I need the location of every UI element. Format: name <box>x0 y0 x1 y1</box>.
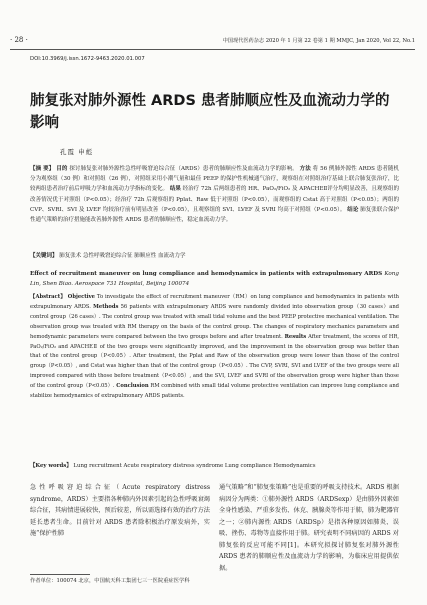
keywords-label: 【关键词】 <box>30 253 58 259</box>
authors: 孔霞 申彪 <box>60 148 94 156</box>
results-label: 结果 <box>169 186 181 193</box>
keywords-text: 肺复张术 急性呼吸窘迫综合征 肺顺应性 血流动力学 <box>59 253 186 259</box>
en-conclusion-label: Conclusion <box>116 383 149 390</box>
en-methods-text: 56 patients with extrapulmonary ARDS were randomly divided into observation group（30 cases）and control group（26 cases）. The control group was treated with small tidal volume and the best PEEP protective mechanical ventilation. The observation group was treated with RM therapy on the basis of the control group. The changes of respiratory mechanics parameters and hemodynamic parameters were compared between the two groups before and after treatment. <box>30 303 399 340</box>
en-methods-label: Methods <box>93 303 119 310</box>
chinese-abstract <box>30 164 399 250</box>
running-header <box>10 36 415 48</box>
header-rule <box>10 49 415 50</box>
en-keywords-text: Lung recruitment Acute respiratory distress syndrome Lung compliance Hemodynamics <box>73 463 316 469</box>
en-results-text: After treatment, the scores of HR, PaO₂/FiO₂ and APACHEⅡ of the two groups were significantly improved, and the improvement in the observation group was better than that of the control group（P<0.05）. After treatment, the Pplat and Raw of the observation group were lower than those of the control group（P<0.05）, and Cstat was higher than that of the control group（P<0.05）. The CVP, SVRI, SVI and LVEF of the two groups were all improved compared with those before treatment（P<0.05）, and the SVI, LVEF and SVRI of the observation group were higher than those of the control group（P<0.05）. <box>30 333 399 390</box>
en-objective-text: To investigate the effect of recruitment maneuver（RM）on lung compliance and hemodynamics in patients with extrapulmonary ARDS. <box>30 294 399 310</box>
doi: DOI:10.3969/j.issn.1672-9463.2020.01.007 <box>30 56 145 62</box>
article-title: 肺复张对肺外源性 ARDS 患者肺顺应性及血流动力学的影响 <box>30 93 390 131</box>
page-number: · 28 · <box>10 36 28 44</box>
en-abstract-label: 【Abstract】 <box>30 294 66 300</box>
body-column-left: 急性呼吸窘迫综合征（Acute respiratory distress syndrome，ARDS）主要指各种肺内外因素引起的急性呼吸衰竭综合征，其病情进展较快，预后较差，所以需选择有效的治疗方法延长患者生命。目前针对 ARDS 患者除积极治疗原发病外，实施“保护性肺 <box>30 484 210 537</box>
objective-text: 探讨肺复张对肺外源性急性呼吸窘迫综合征（ARDS）患者的肺顺应性及血流动力学的影响。 <box>69 166 298 172</box>
english-title-block <box>30 269 399 291</box>
body-column-right: 通气策略”和“肺复张策略”也是重要的呼吸支持技术。ARDS 根据病因分为两类：①肺外源性 ARDS（ARDSexp）是由肺外因素如全身性感染、严重多发伤、休克、胰腺炎等作用于肺，肺为靶器官之一；②肺内源性 ARDS（ARDSp）是指各种原因如肺炎、误吸、挫伤、毒物等直接作用于肺。研究表明不同病因的 ARDS 对肺复张的反应可能不同[1]。本研究拟探讨肺复张对肺外源性 ARDS 患者的肺顺应性及血流动力学的影响，为临床应用提供依据。 <box>219 484 399 572</box>
en-conclusion-text: RM combined with small tidal volume protective ventilation can improve lung compliance and stabilize hemodynamics of extrapulmonary ARDS patients. <box>30 383 399 400</box>
objective-label: 【摘 要】 目的 <box>30 166 68 172</box>
english-title: Effect of recruitment maneuver on lung compliance and hemodynamics in patients with extrapulmonary ARDS <box>30 271 383 277</box>
english-authors: Kong Lin, Shen Biao. Aerospace 731 Hospital, Beijing 100074 <box>30 271 399 288</box>
en-objective-label: Objective <box>67 294 95 300</box>
chinese-keywords <box>30 251 399 262</box>
methods-text: 将 56 例肺外源性 ARDS 患者随机分为观察组（30 例）和对照组（26 例），对照组采用小潮气量和最佳 PEEP 的保护性机械通气治疗，观察组在对照组治疗基础上联合肺复张治疗，比较两组患者治疗前后呼吸力学和血流动力学指标的变化。 <box>30 166 399 193</box>
english-keywords <box>30 461 399 472</box>
english-abstract <box>30 293 399 455</box>
journal-citation: 中国现代医药杂志 2020 年 1 月第 22 卷第 1 期 MMJC, Jan 2020, Vol 22, No.1 <box>222 38 415 44</box>
author-affiliation-footnote: 作者单位：100074 北京，中国航天科工集团七三一医院重症医学科 <box>30 578 190 584</box>
en-results-label: Results <box>284 333 307 340</box>
methods-label: 方法 <box>299 166 311 172</box>
conclusion-label: 结论 <box>347 206 359 213</box>
conclusion-text: 肺复张联合保护性通气策略的治疗措施能改善肺外源性 ARDS 患者的肺顺应性，稳定血流动力学。 <box>30 206 399 224</box>
en-keywords-label: 【Key words】 <box>30 463 72 469</box>
footnote-rule <box>30 574 90 575</box>
results-text: 经治疗 72h 后两组患者的 HR、PaO₂/FiO₂ 及 APACHEⅡ评分均明显改善，且观察组的改善情况优于对照组（P<0.05）；经治疗 72h 后观察组的 Pplat、Raw 低于对照组（P<0.05），而观察组的 Cstat 高于对照组（P<0.05）；两组的 CVP、SVRI、SVI 及 LVEF 均较治疗前有明显改善（P<0.05），且观察组的 SVI、LVEF 及 SVRI 均高于对照组（P<0.05）。 <box>30 186 399 213</box>
